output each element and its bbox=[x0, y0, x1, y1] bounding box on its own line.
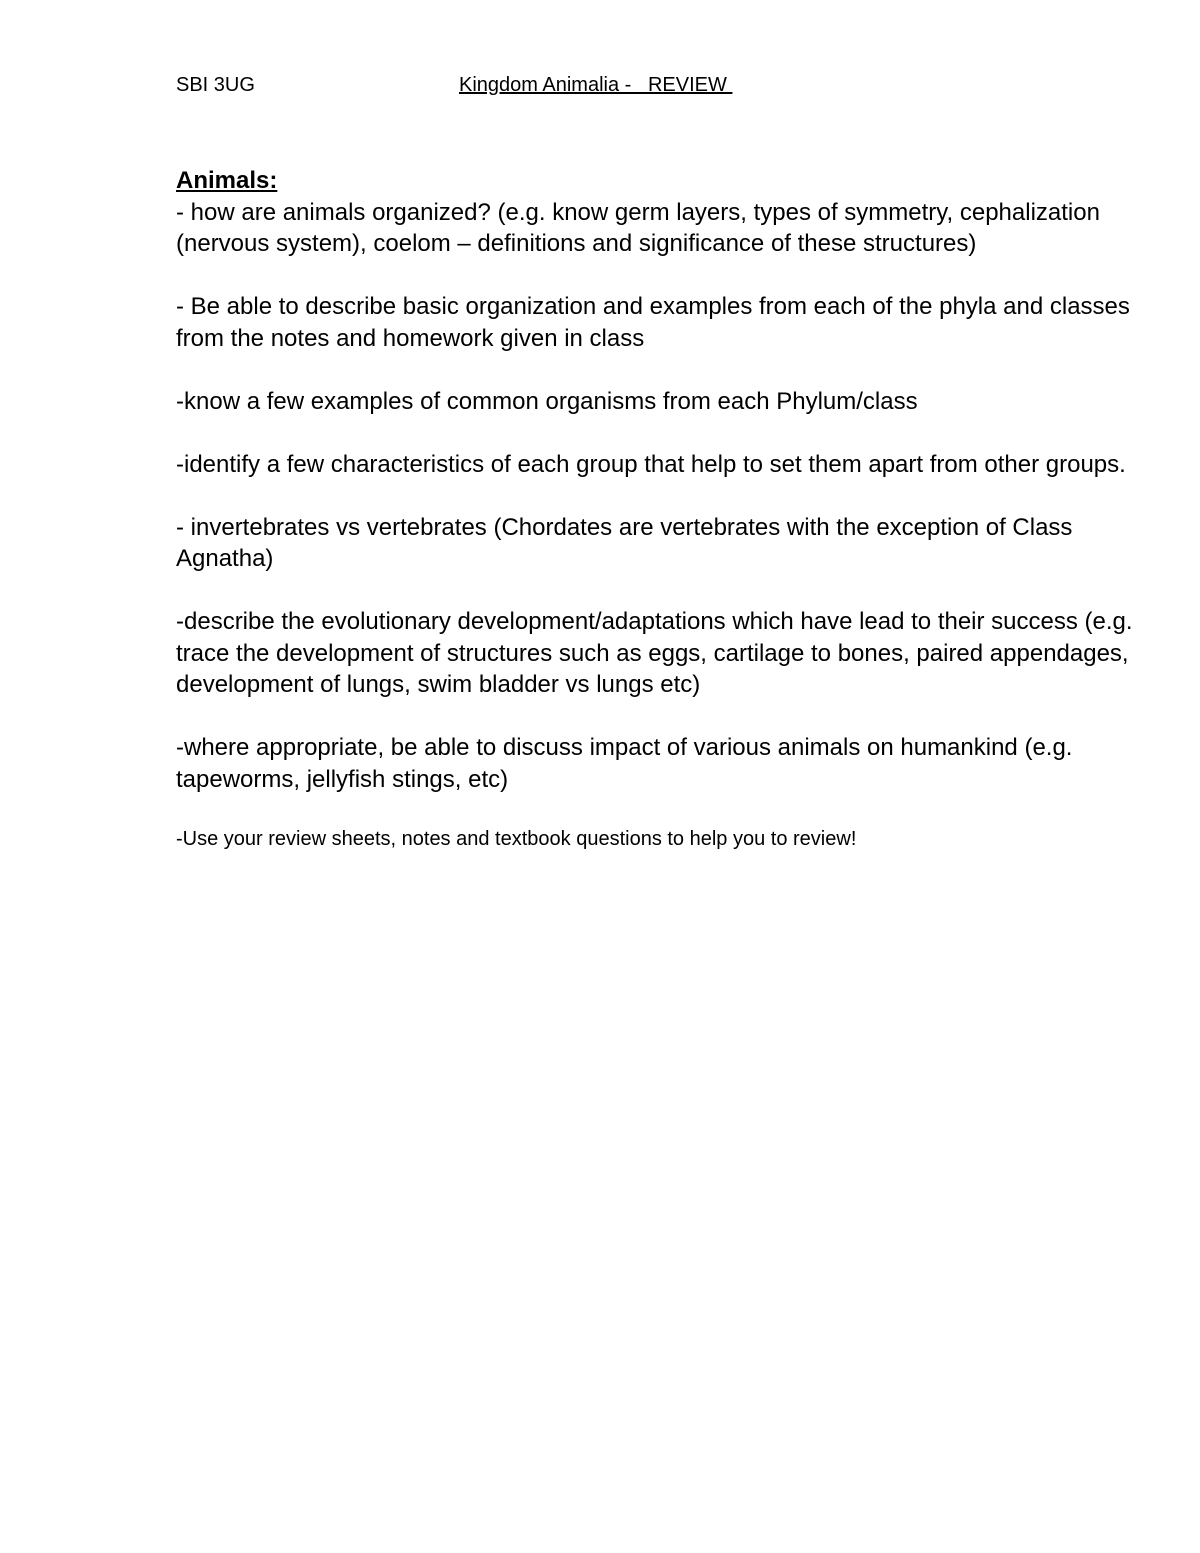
document-title: Kingdom Animalia - REVIEW bbox=[459, 74, 733, 96]
review-item-evolution: -describe the evolutionary development/adaptations which have lead to their success (e.g. trace the development of structures such as eggs, cartilage to bones, paired appendages, development of lungs, swim bladder vs lungs etc) bbox=[176, 608, 1133, 698]
review-item-impact: -where appropriate, be able to discuss impact of various animals on humankind (e.g. tapeworms, jellyfish stings, etc) bbox=[176, 734, 1073, 793]
section-heading: Animals: bbox=[176, 167, 278, 194]
review-item-organization: - how are animals organized? (e.g. know germ layers, types of symmetry, cephalization (nervous system), coelom – definitions and significance of these structures) bbox=[176, 198, 1100, 257]
review-item-examples: -know a few examples of common organisms from each Phylum/class bbox=[176, 387, 918, 415]
review-item-invertebrates: - invertebrates vs vertebrates (Chordates are vertebrates with the exception of Class Agnatha) bbox=[176, 513, 1073, 572]
review-item-characteristics: -identify a few characteristics of each group that help to set them apart from other groups. bbox=[176, 450, 1126, 478]
closing-note: -Use your review sheets, notes and textbook questions to help you to review! bbox=[176, 827, 857, 850]
course-code: SBI 3UG bbox=[176, 74, 255, 96]
review-section bbox=[176, 165, 1136, 851]
review-item-phyla-classes: - Be able to describe basic organization and examples from each of the phyla and classes from the notes and homework given in class bbox=[176, 293, 1130, 352]
